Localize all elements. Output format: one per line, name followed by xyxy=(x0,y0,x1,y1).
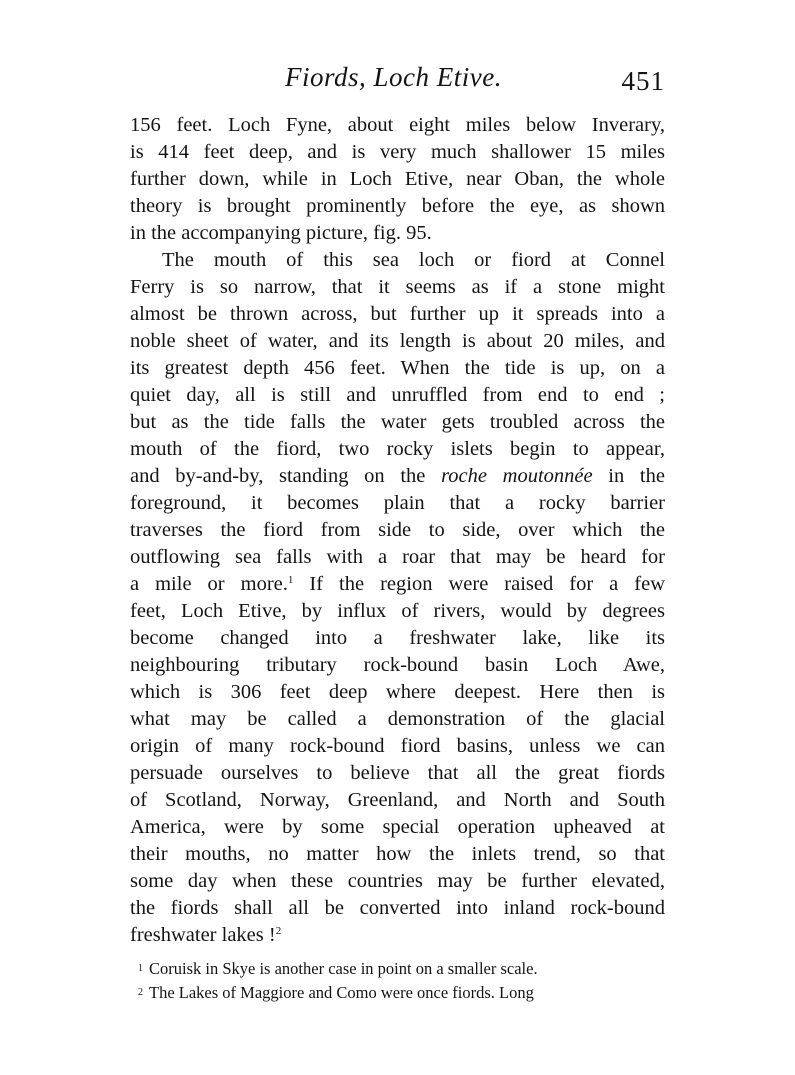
footnote xyxy=(130,981,665,1005)
italic-phrase: roche moutonnée xyxy=(441,465,593,487)
text-line: theory is brought prominently before the eye, as shown xyxy=(130,195,665,217)
footnote xyxy=(130,957,665,981)
text-line: become changed into a freshwater lake, like its xyxy=(130,627,665,649)
text-line: almost be thrown across, but further up it spreads into a xyxy=(130,303,665,325)
text-line: noble sheet of water, and its length is about 20 miles, and xyxy=(130,330,665,352)
text-line: the fiords shall all be converted into inland rock-bound xyxy=(130,897,665,919)
text-line xyxy=(130,463,665,490)
text-line: traverses the fiord from side to side, over which the xyxy=(130,519,665,541)
text-line: quiet day, all is still and unruffled from end to end ; xyxy=(130,384,665,406)
footnote-mark: 1 xyxy=(138,963,143,974)
page-header xyxy=(130,62,665,102)
text-line: in the accompanying picture, fig. 95. xyxy=(130,222,432,244)
footnote-ref: 1 xyxy=(287,574,294,586)
text-run: freshwater lakes ! xyxy=(130,924,276,946)
footnote-text: The Lakes of Maggiore and Como were once fiords. Long xyxy=(149,983,534,1002)
text-line: 156 feet. Loch Fyne, about eight miles below Inverary, xyxy=(130,114,665,136)
text-run: If the region were raised for a few xyxy=(293,573,665,595)
footnote-text: Coruisk in Skye is another case in point on a smaller scale. xyxy=(149,959,538,978)
text-line: some day when these countries may be further elevated, xyxy=(130,870,665,892)
text-line: mouth of the fiord, two rocky islets begin to appear, xyxy=(130,438,665,460)
text-line: The mouth of this sea loch or fiord at Connel xyxy=(162,249,665,271)
text-line: but as the tide falls the water gets troubled across the xyxy=(130,411,665,433)
body-text xyxy=(130,112,665,949)
text-line: further down, while in Loch Etive, near Oban, the whole xyxy=(130,168,665,190)
text-line: Ferry is so narrow, that it seems as if a stone might xyxy=(130,276,665,298)
text-line: foreground, it becomes plain that a rocky barrier xyxy=(130,492,665,514)
text-line: persuade ourselves to believe that all the great fiords xyxy=(130,762,665,784)
text-run: a mile or more. xyxy=(130,573,288,595)
text-line: neighbouring tributary rock-bound basin Loch Awe, xyxy=(130,654,665,676)
running-title: Fiords, Loch Etive. xyxy=(285,62,502,92)
text-line: outflowing sea falls with a roar that may be heard for xyxy=(130,546,665,568)
text-line: of Scotland, Norway, Greenland, and North and South xyxy=(130,789,665,811)
text-run: and by-and-by, standing on the xyxy=(130,465,442,487)
text-line: feet, Loch Etive, by influx of rivers, would by degrees xyxy=(130,600,665,622)
text-line: is 414 feet deep, and is very much shallower 15 miles xyxy=(130,141,665,163)
text-line: origin of many rock-bound fiord basins, unless we can xyxy=(130,735,665,757)
text-line: their mouths, no matter how the inlets trend, so that xyxy=(130,843,665,865)
footnote-mark: 2 xyxy=(138,987,143,998)
text-line xyxy=(130,571,665,598)
page-number: 451 xyxy=(621,66,665,96)
text-line: which is 306 feet deep where deepest. Here then is xyxy=(130,681,665,703)
text-line: America, were by some special operation upheaved at xyxy=(130,816,665,838)
text-line xyxy=(130,922,665,949)
footnotes xyxy=(130,957,665,1005)
footnote-ref: 2 xyxy=(275,925,282,937)
text-line: its greatest depth 456 feet. When the tide is up, on a xyxy=(130,357,665,379)
text-run: in the xyxy=(592,465,665,487)
text-line: what may be called a demonstration of the glacial xyxy=(130,708,665,730)
